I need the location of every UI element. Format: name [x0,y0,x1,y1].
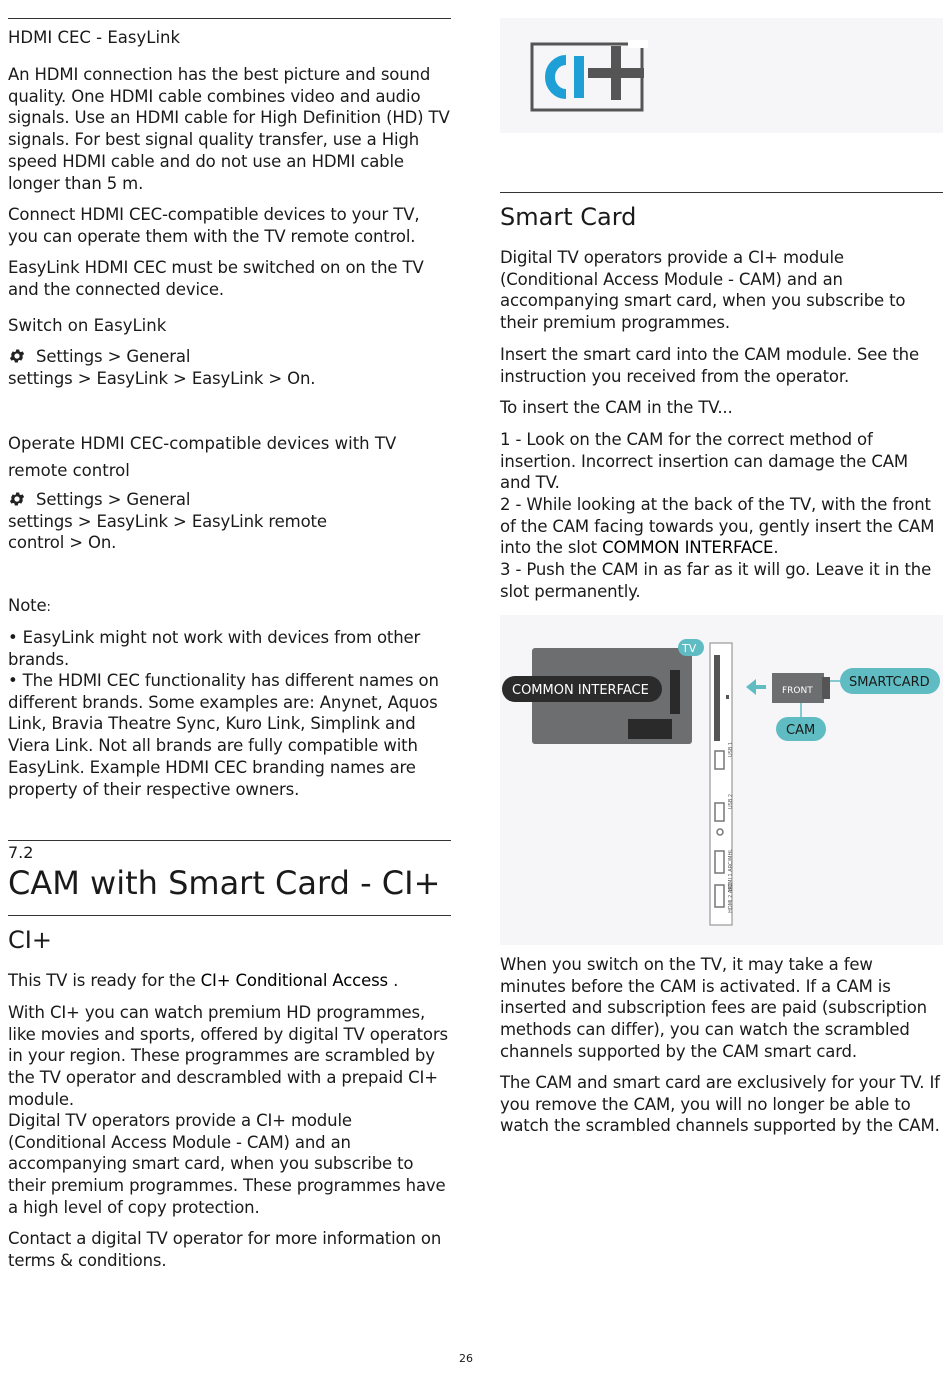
front-label: FRONT [782,686,813,696]
general-path: > General [102,347,191,366]
smart-card-heading: Smart Card [500,203,637,231]
after-paragraph-1: When you switch on the TV, it may take a few minutes before the CAM is activated. If a CAM is inserted and subscription fees are paid (subscription methods can differ), you can watch the scrambled channels supported by the CAM smart card. [500,955,927,1061]
smart-card-paragraph-2: Insert the smart card into the CAM module. See the instruction you received from the operator. [500,345,919,386]
control-path: control > On. [8,533,117,553]
ci-paragraph-1: This TV is ready for the CI+ Conditional Access . [8,971,399,990]
hdmi-2-port [715,885,724,907]
smartcard-text: SMARTCARD [849,675,930,690]
smart-card-divider [500,192,943,193]
easylink-path: settings > EasyLink > EasyLink > On. [8,368,316,388]
switch-easylink-heading: Switch on EasyLink [8,316,167,335]
note-bullet-1: • EasyLink might not work with devices from other brands. [8,628,421,669]
step-2: 2 - While looking at the back of the TV, with the front of the CAM facing towards you, gently insert the CAM into the slot COMMON INTERFACE. [500,495,935,558]
common-interface-label: COMMON INTERFACE [602,538,774,558]
cam-insert-diagram [500,615,943,945]
tv-slot-2 [628,719,672,739]
ci-heading: CI+ [8,926,52,954]
section-title: CAM with Smart Card - CI+ [8,864,441,902]
ci-paragraph-2: With CI+ you can watch premium HD programmes, like movies and sports, offered by digital TV operators in your region. These programmes are scrambled by the TV operator and descrambled with a prepaid CI+ module. [8,1003,448,1109]
usb-1-port [715,751,724,769]
tv-slot [670,670,680,714]
settings-label: Settings [36,490,103,509]
usb2-label: USB 2 [728,793,734,809]
section-divider [8,840,451,841]
gear-icon [8,347,26,365]
smart-card-paragraph-1: Digital TV operators provide a CI+ module (Conditional Access Module - CAM) and an accompanying smart card, when you subscribe to their premium programmes. [500,248,906,333]
ci-slot [714,655,720,741]
section-number: 7.2 [8,843,34,862]
smart-card-paragraph-3: To insert the CAM in the TV... [500,398,733,417]
general-path: > General [102,490,191,509]
switch-easylink-path [8,346,451,389]
tv-text: TV [682,642,697,655]
hdmi-paragraph-2: Connect HDMI CEC-compatible devices to your TV, you can operate them with the TV remote control. [8,205,420,246]
hdmi2-label: HDMI 2 ARC [728,883,734,913]
insert-arrow [746,679,756,695]
cam-text: CAM [786,723,816,738]
operate-heading: Operate HDMI CEC-compatible devices with TV remote control [8,434,397,480]
ci-paragraph-4: Contact a digital TV operator for more information on terms & conditions. [8,1229,442,1270]
gear-icon [8,490,26,508]
ci-plus-logo [528,40,658,130]
page-number: 26 [459,1352,473,1365]
ci-conditional-access: CI+ Conditional Access [200,971,388,990]
section-title-divider [8,915,451,916]
usb1-label: USB 1 [728,741,734,757]
note-label: Note: [8,596,51,615]
hdmi-cec-heading: HDMI CEC - EasyLink [8,28,181,47]
hdmi-1-port [715,851,724,873]
easylink-remote-path: settings > EasyLink > EasyLink remote [8,511,327,531]
hdmi-paragraph-1: An HDMI connection has the best picture and sound quality. One HDMI cable combines video and audio signals. Use an HDMI cable for High Definition (HD) TV signals. For best signal quality transfer, use a High speed HDMI cable and do not use an HDMI cable longer than 5 m. [8,65,450,193]
operate-path [8,489,451,554]
ci-logo-panel [500,18,943,133]
step-3: 3 - Push the CAM in as far as it will go. Leave it in the slot permanently. [500,560,932,601]
ci-paragraph-3: Digital TV operators provide a CI+ module (Conditional Access Module - CAM) and an accompanying smart card, when you subscribe to their premium programmes. These programmes have a high level of copy protection. [8,1111,446,1217]
usb-2-port [715,803,724,821]
top-divider [8,18,451,19]
hdmi1-label: HDMI 1 ARC/MHL [728,849,734,892]
step-1: 1 - Look on the CAM for the correct method of insertion. Incorrect insertion can damage the CAM and TV. [500,430,908,493]
note-bullet-2: • The HDMI CEC functionality has different names on different brands. Some examples are: Anynet, Aquos Link, Bravia Theatre Sync, Kuro Link, Simplink and Viera Link. Not all brands are fully compatible with EasyLink. Example HDMI CEC branding names are property of their respective owners. [8,671,439,799]
settings-label: Settings [36,347,103,366]
after-paragraph-2: The CAM and smart card are exclusively for your TV. If you remove the CAM, you will no longer be able to watch the scrambled channels supported by the CAM. [500,1073,940,1136]
common-interface-text: COMMON INTERFACE [512,683,649,698]
hdmi-paragraph-3: EasyLink HDMI CEC must be switched on on the TV and the connected device. [8,258,424,299]
